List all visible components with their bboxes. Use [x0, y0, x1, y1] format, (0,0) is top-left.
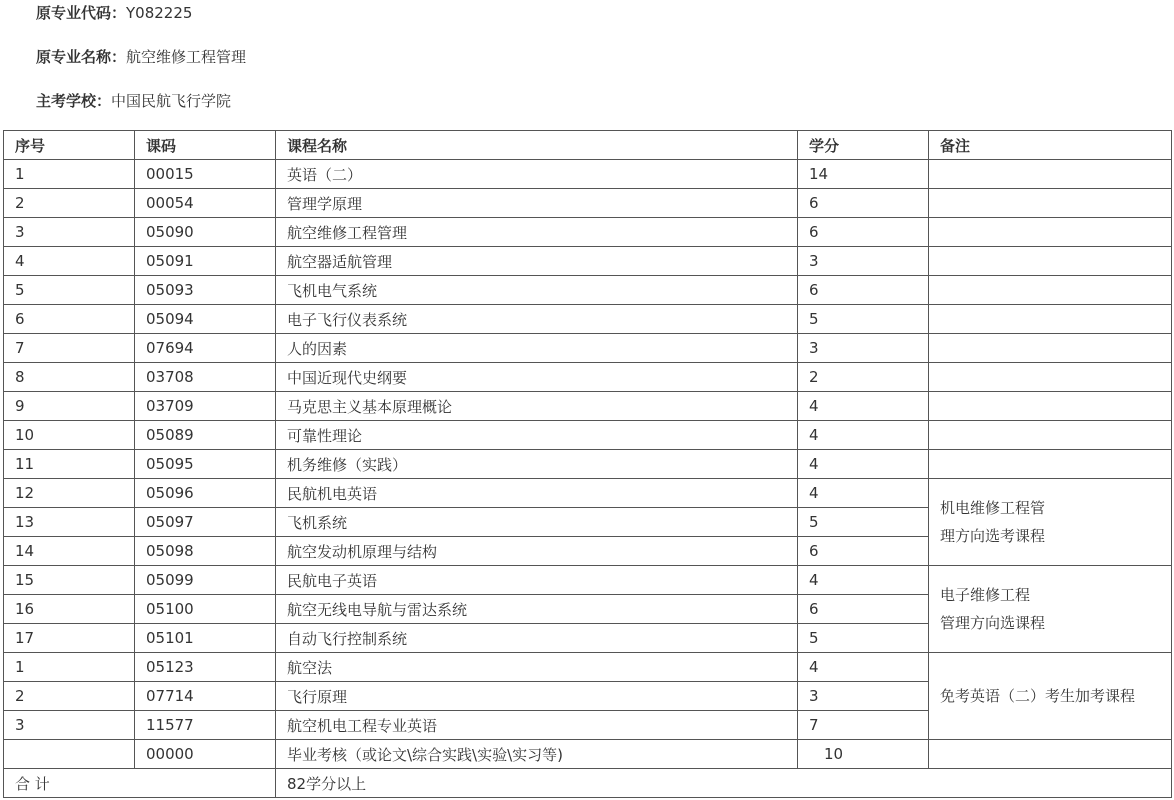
row-course-name: 飞行原理 [276, 682, 798, 711]
row-course-name: 航空机电工程专业英语 [276, 711, 798, 740]
school-label: 主考学校： [36, 92, 112, 110]
row-credit: 5 [798, 305, 929, 334]
row-no: 17 [4, 624, 135, 653]
table-row [4, 160, 1172, 189]
row-no: 8 [4, 363, 135, 392]
row-credit: 4 [798, 653, 929, 682]
row-course-name: 英语（二） [276, 160, 798, 189]
table-row [4, 218, 1172, 247]
row-credit: 6 [798, 537, 929, 566]
row-course-name: 可靠性理论 [276, 421, 798, 450]
row-credit: 5 [798, 508, 929, 537]
remark-extra-courses: 免考英语（二）考生加考课程 [929, 653, 1172, 740]
row-code: 05096 [135, 479, 276, 508]
row-remark [929, 276, 1172, 305]
row-course-name: 中国近现代史纲要 [276, 363, 798, 392]
row-credit: 4 [798, 479, 929, 508]
row-course-name: 机务维修（实践） [276, 450, 798, 479]
row-no: 16 [4, 595, 135, 624]
header-no: 序号 [4, 131, 135, 160]
row-code: 05123 [135, 653, 276, 682]
row-course-name: 马克思主义基本原理概论 [276, 392, 798, 421]
row-no: 10 [4, 421, 135, 450]
row-no: 15 [4, 566, 135, 595]
examining-school [36, 91, 231, 111]
row-course-name: 航空无线电导航与雷达系统 [276, 595, 798, 624]
total-value: 82学分以上 [276, 769, 1172, 798]
row-credit: 3 [798, 247, 929, 276]
row-code: 03708 [135, 363, 276, 392]
remark-elec-line2: 管理方向选课程 [940, 614, 1046, 632]
row-code: 05100 [135, 595, 276, 624]
row-no: 7 [4, 334, 135, 363]
remark-mech-line1: 机电维修工程管 [940, 499, 1046, 517]
row-no: 12 [4, 479, 135, 508]
row-no: 2 [4, 682, 135, 711]
row-course-name: 航空维修工程管理 [276, 218, 798, 247]
remark-mechatronics-elective [929, 479, 1172, 566]
row-remark [929, 160, 1172, 189]
row-no: 11 [4, 450, 135, 479]
row-no: 14 [4, 537, 135, 566]
row-no: 4 [4, 247, 135, 276]
header-remark: 备注 [929, 131, 1172, 160]
school-value: 中国民航飞行学院 [111, 92, 232, 110]
row-code: 05095 [135, 450, 276, 479]
header-course-name: 课程名称 [276, 131, 798, 160]
row-remark [929, 305, 1172, 334]
row-code: 07714 [135, 682, 276, 711]
row-credit: 4 [798, 566, 929, 595]
table-row [4, 740, 1172, 769]
row-no: 5 [4, 276, 135, 305]
major-name-label: 原专业名称： [36, 48, 127, 66]
total-label: 合 计 [4, 769, 276, 798]
row-credit: 4 [798, 392, 929, 421]
row-remark [929, 247, 1172, 276]
row-credit: 10 [798, 740, 929, 769]
row-code: 05097 [135, 508, 276, 537]
row-no: 3 [4, 711, 135, 740]
row-course-name: 飞机电气系统 [276, 276, 798, 305]
row-course-name: 毕业考核（或论文\综合实践\实验\实习等) [276, 740, 798, 769]
remark-mech-line2: 理方向选考课程 [940, 527, 1046, 545]
major-code-label: 原专业代码： [36, 4, 127, 22]
row-remark [929, 450, 1172, 479]
table-row [4, 421, 1172, 450]
original-major-name [36, 47, 246, 67]
row-course-name: 航空器适航管理 [276, 247, 798, 276]
table-row [4, 566, 1172, 595]
row-code: 05101 [135, 624, 276, 653]
row-no: 13 [4, 508, 135, 537]
row-credit: 3 [798, 334, 929, 363]
table-row [4, 247, 1172, 276]
row-course-name: 民航电子英语 [276, 566, 798, 595]
remark-elec-line1: 电子维修工程 [940, 586, 1031, 604]
row-course-name: 飞机系统 [276, 508, 798, 537]
row-remark [929, 363, 1172, 392]
row-code: 05093 [135, 276, 276, 305]
row-remark [929, 218, 1172, 247]
table-row [4, 276, 1172, 305]
row-course-name: 电子飞行仪表系统 [276, 305, 798, 334]
row-remark [929, 334, 1172, 363]
original-major-code [36, 3, 192, 23]
row-no: 6 [4, 305, 135, 334]
header-credit: 学分 [798, 131, 929, 160]
row-no [4, 740, 135, 769]
row-credit: 3 [798, 682, 929, 711]
row-credit: 6 [798, 189, 929, 218]
table-row [4, 479, 1172, 508]
table-row [4, 334, 1172, 363]
row-course-name: 人的因素 [276, 334, 798, 363]
row-code: 11577 [135, 711, 276, 740]
row-credit: 6 [798, 595, 929, 624]
row-code: 07694 [135, 334, 276, 363]
row-code: 05098 [135, 537, 276, 566]
row-no: 1 [4, 653, 135, 682]
row-code: 05091 [135, 247, 276, 276]
row-code: 05094 [135, 305, 276, 334]
major-name-value: 航空维修工程管理 [126, 48, 247, 66]
major-code-value: Y082225 [126, 4, 193, 22]
table-row [4, 305, 1172, 334]
row-code: 03709 [135, 392, 276, 421]
table-row [4, 392, 1172, 421]
header-code: 课码 [135, 131, 276, 160]
row-code: 05099 [135, 566, 276, 595]
table-row [4, 189, 1172, 218]
row-course-name: 航空法 [276, 653, 798, 682]
row-credit: 6 [798, 218, 929, 247]
row-course-name: 民航机电英语 [276, 479, 798, 508]
table-row [4, 363, 1172, 392]
row-code: 05090 [135, 218, 276, 247]
row-remark [929, 421, 1172, 450]
row-no: 9 [4, 392, 135, 421]
course-table [3, 130, 1172, 798]
row-course-name: 自动飞行控制系统 [276, 624, 798, 653]
row-code: 00000 [135, 740, 276, 769]
row-credit: 5 [798, 624, 929, 653]
row-credit: 7 [798, 711, 929, 740]
row-credit: 4 [798, 421, 929, 450]
row-course-name: 管理学原理 [276, 189, 798, 218]
row-no: 2 [4, 189, 135, 218]
table-row [4, 450, 1172, 479]
row-credit: 2 [798, 363, 929, 392]
row-code: 05089 [135, 421, 276, 450]
row-course-name: 航空发动机原理与结构 [276, 537, 798, 566]
row-code: 00054 [135, 189, 276, 218]
row-no: 1 [4, 160, 135, 189]
row-credit: 14 [798, 160, 929, 189]
row-no: 3 [4, 218, 135, 247]
table-row [4, 653, 1172, 682]
remark-electronics-elective [929, 566, 1172, 653]
row-credit: 4 [798, 450, 929, 479]
row-remark [929, 189, 1172, 218]
row-credit: 6 [798, 276, 929, 305]
row-code: 00015 [135, 160, 276, 189]
table-header-row [4, 131, 1172, 160]
row-remark [929, 740, 1172, 769]
row-remark [929, 392, 1172, 421]
total-row [4, 769, 1172, 798]
